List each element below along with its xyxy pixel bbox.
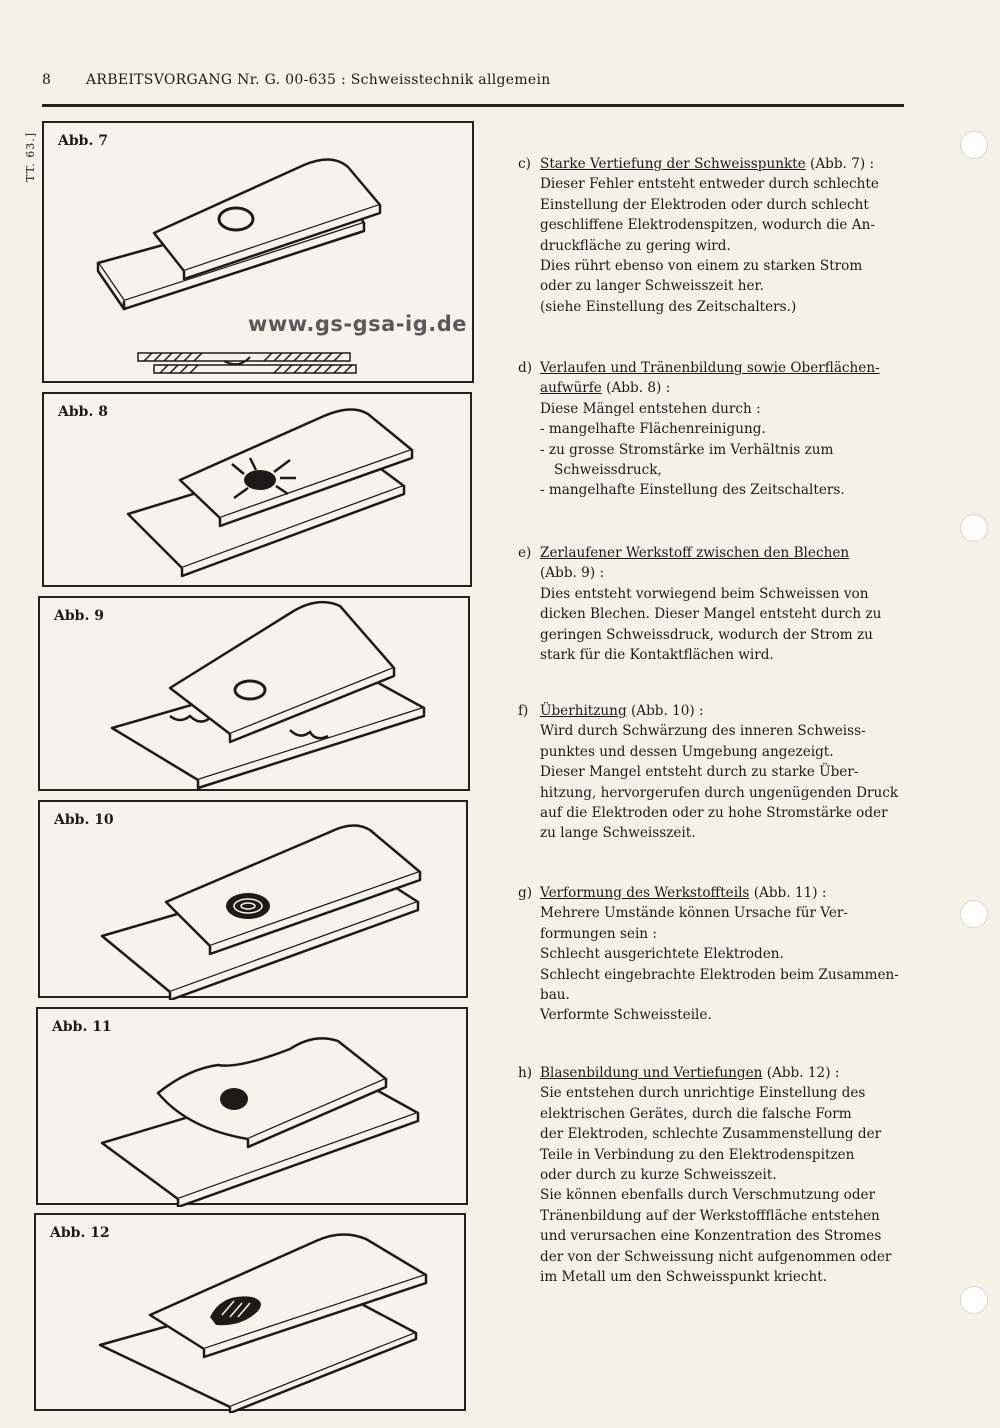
section-ref: (Abb. 12) : [762, 1065, 840, 1081]
text-line: Schlecht eingebrachte Elektroden beim Zusammen- [540, 966, 899, 983]
text-line: dicken Blechen. Dieser Mangel entsteht durch zu [540, 606, 882, 623]
section-letter: e) [518, 545, 532, 561]
weld-illustration [44, 394, 474, 589]
text-line: elektrischen Gerätes, durch die falsche Form [540, 1105, 852, 1122]
text-line: Sie entstehen durch unrichtige Einstellung des [540, 1085, 866, 1102]
binder-hole [960, 131, 988, 159]
text-line: stark für die Kontaktflächen wird. [540, 647, 774, 664]
section-f [518, 701, 908, 844]
weld-illustration [44, 123, 476, 385]
text-line: Teile in Verbindung zu den Elektrodenspitzen [540, 1146, 855, 1163]
weld-illustration [36, 1215, 468, 1413]
text-line: und verursachen eine Konzentration des Stromes [540, 1228, 882, 1245]
text-line: geschliffene Elektrodenspitzen, wodurch die An- [540, 217, 875, 234]
figure-abb-9 [38, 596, 470, 791]
section-ref: (Abb. 7) : [805, 156, 875, 172]
section-g [518, 883, 908, 1026]
section-ref: (Abb. 11) : [749, 885, 827, 901]
section-title: Verformung des Werkstoffteils [540, 885, 750, 901]
text-line: Dieser Fehler entsteht entweder durch schlechte [540, 176, 879, 193]
page-header-title: ARBEITSVORGANG Nr. G. 00-635 : Schweisstechnik allgemein [85, 72, 551, 88]
binder-hole [960, 900, 988, 928]
section-c [518, 154, 908, 317]
list-item: - zu grosse Stromstärke im Verhältnis zum [540, 441, 834, 458]
section-letter: d) [518, 360, 533, 376]
figure-abb-10 [38, 800, 468, 998]
page-header [42, 72, 551, 88]
text-line: hitzung, hervorgerufen durch ungenügenden Druck [540, 784, 899, 801]
text-line: Dies rührt ebenso von einem zu starken Strom [540, 258, 863, 275]
list-item: - mangelhafte Flächenreinigung. [540, 421, 766, 438]
header-rule [42, 104, 904, 107]
text-line: Diese Mängel entstehen durch : [540, 400, 761, 417]
section-letter: f) [518, 703, 529, 719]
section-title: Überhitzung [540, 703, 627, 719]
weld-illustration [40, 802, 470, 1000]
text-line: im Metall um den Schweisspunkt kriecht. [540, 1269, 828, 1286]
text-line: der Elektroden, schlechte Zusammenstellung der [540, 1126, 882, 1143]
text-line: der von der Schweissung nicht aufgenommen oder [540, 1248, 892, 1265]
section-title: Starke Vertiefung der Schweisspunkte [540, 156, 806, 172]
text-line: Tränenbildung auf der Werkstofffläche entstehen [540, 1207, 880, 1224]
section-h [518, 1063, 908, 1287]
section-e [518, 543, 908, 665]
text-line: formungen sein : [540, 925, 657, 942]
section-letter: g) [518, 885, 533, 901]
figure-abb-7 [42, 121, 474, 383]
text-line: bau. [540, 987, 570, 1004]
figure-abb-12 [34, 1213, 466, 1411]
text-line: Schlecht ausgerichtete Elektroden. [540, 946, 784, 963]
text-line: zu lange Schweisszeit. [540, 825, 696, 842]
text-line: Einstellung der Elektroden oder durch schlecht [540, 196, 869, 213]
figure-label: Abb. 9 [54, 608, 104, 624]
text-line: Dies entsteht vorwiegend beim Schweissen von [540, 585, 869, 602]
figure-label: Abb. 7 [58, 133, 108, 149]
section-title: Blasenbildung und Vertiefungen [540, 1065, 763, 1081]
section-ref: (Abb. 9) : [540, 565, 605, 582]
figure-label: Abb. 8 [58, 404, 108, 420]
text-line: auf die Elektroden oder zu hohe Stromstärke oder [540, 805, 888, 822]
figure-label: Abb. 10 [54, 812, 114, 828]
weld-illustration [40, 598, 472, 793]
text-line: Wird durch Schwärzung des inneren Schweiss- [540, 723, 866, 740]
text-line: oder durch zu kurze Schweisszeit. [540, 1167, 777, 1184]
weld-illustration [38, 1009, 470, 1207]
text-line: Mehrere Umstände können Ursache für Ver- [540, 905, 848, 922]
section-title-cont: aufwürfe [540, 380, 602, 397]
text-line: oder zu langer Schweisszeit her. [540, 278, 764, 295]
page-number: 8 [42, 72, 52, 88]
watermark: www.gs-gsa-ig.de [248, 312, 467, 336]
section-letter: c) [518, 156, 531, 172]
list-item: - mangelhafte Einstellung des Zeitschalters. [540, 482, 845, 499]
binder-hole [960, 514, 988, 542]
section-d [518, 358, 908, 501]
text-line: geringen Schweissdruck, wodurch der Strom zu [540, 626, 873, 643]
figure-label: Abb. 11 [52, 1019, 112, 1035]
text-line: (siehe Einstellung des Zeitschalters.) [540, 298, 797, 315]
binder-hole [960, 1286, 988, 1314]
section-letter: h) [518, 1065, 533, 1081]
figure-abb-8 [42, 392, 472, 587]
text-line: Dieser Mangel entsteht durch zu starke Über- [540, 764, 859, 781]
section-title: Verlaufen und Tränenbildung sowie Oberflächen- [540, 360, 880, 376]
figure-abb-11 [36, 1007, 468, 1205]
figure-label: Abb. 12 [50, 1225, 110, 1241]
text-line: punktes und dessen Umgebung angezeigt. [540, 743, 834, 760]
section-ref: (Abb. 10) : [626, 703, 704, 719]
section-ref: (Abb. 8) : [601, 380, 671, 397]
text-line: Verformte Schweissteile. [540, 1007, 712, 1024]
text-line: druckfläche zu gering wird. [540, 237, 731, 254]
list-item-cont: Schweissdruck, [554, 462, 662, 479]
side-note: TT. 63.] [24, 132, 37, 183]
section-title: Zerlaufener Werkstoff zwischen den Blechen [540, 545, 850, 561]
text-line: Sie können ebenfalls durch Verschmutzung oder [540, 1187, 876, 1204]
